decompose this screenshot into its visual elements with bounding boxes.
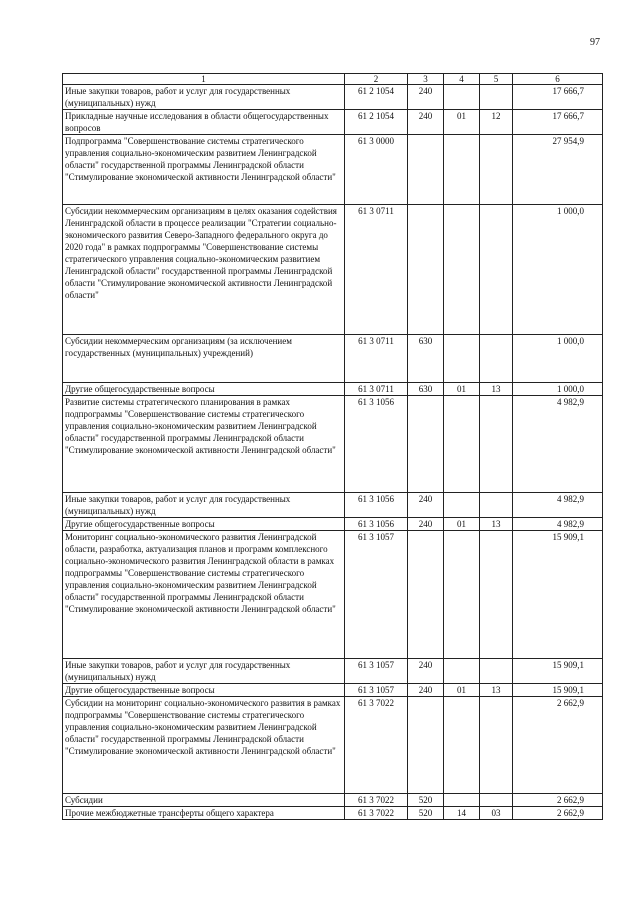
- description-cell: Другие общегосударственные вопросы: [63, 383, 345, 396]
- column-header: 6: [513, 74, 603, 85]
- amount-cell: 1 000,0: [513, 335, 603, 383]
- section-cell: [444, 659, 480, 684]
- target-article-cell: 61 3 0711: [345, 383, 408, 396]
- amount-cell: 4 982,9: [513, 493, 603, 518]
- page-number: 97: [590, 37, 600, 48]
- table-row: [63, 396, 603, 493]
- description-cell: Другие общегосударственные вопросы: [63, 684, 345, 697]
- amount-cell: 2 662,9: [513, 807, 603, 820]
- section-cell: [444, 493, 480, 518]
- amount-cell: 17 666,7: [513, 110, 603, 135]
- description-cell: Другие общегосударственные вопросы: [63, 518, 345, 531]
- expense-type-cell: [408, 205, 444, 335]
- description-cell: Иные закупки товаров, работ и услуг для государственных (муниципальных) нужд: [63, 659, 345, 684]
- subsection-cell: 13: [480, 684, 513, 697]
- expense-type-cell: 240: [408, 518, 444, 531]
- expense-type-cell: 240: [408, 659, 444, 684]
- subsection-cell: [480, 135, 513, 205]
- subsection-cell: [480, 85, 513, 110]
- subsection-cell: 13: [480, 383, 513, 396]
- amount-cell: 1 000,0: [513, 383, 603, 396]
- expense-type-cell: 630: [408, 383, 444, 396]
- section-cell: [444, 531, 480, 659]
- section-cell: [444, 794, 480, 807]
- amount-cell: 4 982,9: [513, 396, 603, 493]
- expense-type-cell: 520: [408, 794, 444, 807]
- section-cell: [444, 396, 480, 493]
- amount-cell: 15 909,1: [513, 531, 603, 659]
- target-article-cell: 61 3 1056: [345, 493, 408, 518]
- description-cell: Иные закупки товаров, работ и услуг для государственных (муниципальных) нужд: [63, 85, 345, 110]
- table-row: [63, 335, 603, 383]
- amount-cell: 2 662,9: [513, 794, 603, 807]
- column-header: 2: [345, 74, 408, 85]
- description-cell: Субсидии: [63, 794, 345, 807]
- target-article-cell: 61 3 1056: [345, 396, 408, 493]
- expense-type-cell: 240: [408, 493, 444, 518]
- target-article-cell: 61 3 7022: [345, 697, 408, 794]
- table-row: [63, 493, 603, 518]
- expense-type-cell: 240: [408, 85, 444, 110]
- amount-cell: 15 909,1: [513, 684, 603, 697]
- expense-type-cell: 630: [408, 335, 444, 383]
- amount-cell: 27 954,9: [513, 135, 603, 205]
- expense-type-cell: [408, 396, 444, 493]
- description-cell: Иные закупки товаров, работ и услуг для государственных (муниципальных) нужд: [63, 493, 345, 518]
- column-header: 1: [63, 74, 345, 85]
- section-cell: 01: [444, 383, 480, 396]
- description-cell: Субсидии некоммерческим организациям (за исключением государственных (муниципальных) учреждений): [63, 335, 345, 383]
- expense-type-cell: 240: [408, 684, 444, 697]
- section-cell: 14: [444, 807, 480, 820]
- target-article-cell: 61 3 1057: [345, 659, 408, 684]
- table-row: [63, 110, 603, 135]
- column-header: 5: [480, 74, 513, 85]
- subsection-cell: [480, 794, 513, 807]
- section-cell: [444, 335, 480, 383]
- subsection-cell: [480, 531, 513, 659]
- expense-type-cell: 520: [408, 807, 444, 820]
- table-body: [63, 85, 603, 820]
- budget-table: [62, 73, 603, 820]
- table-row: [63, 205, 603, 335]
- column-header: 3: [408, 74, 444, 85]
- subsection-cell: [480, 396, 513, 493]
- amount-cell: 1 000,0: [513, 205, 603, 335]
- target-article-cell: 61 3 7022: [345, 794, 408, 807]
- expense-type-cell: [408, 697, 444, 794]
- description-cell: Прочие межбюджетные трансферты общего характера: [63, 807, 345, 820]
- target-article-cell: 61 3 1057: [345, 684, 408, 697]
- table-row: [63, 794, 603, 807]
- subsection-cell: [480, 493, 513, 518]
- amount-cell: 15 909,1: [513, 659, 603, 684]
- description-cell: Прикладные научные исследования в области общегосударственных вопросов: [63, 110, 345, 135]
- section-cell: [444, 135, 480, 205]
- description-cell: Развитие системы стратегического планирования в рамках подпрограммы "Совершенствование системы стратегического управления социально-экономическим развитием Ленинградской области" государственной программы Ленинградской области "Стимулирование экономической активности Ленинградской области": [63, 396, 345, 493]
- header-row: [63, 74, 603, 85]
- amount-cell: 4 982,9: [513, 518, 603, 531]
- section-cell: 01: [444, 684, 480, 697]
- description-cell: Субсидии некоммерческим организациям в целях оказания содействия Ленинградской области в процессе реализации "Стратегии социально-экономического развития Северо-Западного федерального округа до 2020 года" в рамках подпрограммы "Совершенствование системы стратегического управления социально-экономическим развитием Ленинградской области" государственной программы Ленинградской области "Стимулирование экономической активности Ленинградской области": [63, 205, 345, 335]
- amount-cell: 2 662,9: [513, 697, 603, 794]
- description-cell: Подпрограмма "Совершенствование системы стратегического управления социально-экономическим развитием Ленинградской области" государственной программы Ленинградской области "Стимулирование экономической активности Ленинградской области": [63, 135, 345, 205]
- subsection-cell: [480, 659, 513, 684]
- subsection-cell: 13: [480, 518, 513, 531]
- section-cell: 01: [444, 518, 480, 531]
- expense-type-cell: 240: [408, 110, 444, 135]
- table-row: [63, 383, 603, 396]
- amount-cell: 17 666,7: [513, 85, 603, 110]
- target-article-cell: 61 3 1056: [345, 518, 408, 531]
- table-row: [63, 85, 603, 110]
- section-cell: 01: [444, 110, 480, 135]
- target-article-cell: 61 3 0711: [345, 205, 408, 335]
- table-row: [63, 684, 603, 697]
- target-article-cell: 61 3 1057: [345, 531, 408, 659]
- table-row: [63, 807, 603, 820]
- table-row: [63, 135, 603, 205]
- section-cell: [444, 205, 480, 335]
- subsection-cell: [480, 205, 513, 335]
- column-header: 4: [444, 74, 480, 85]
- target-article-cell: 61 3 0711: [345, 335, 408, 383]
- subsection-cell: [480, 697, 513, 794]
- subsection-cell: 03: [480, 807, 513, 820]
- section-cell: [444, 85, 480, 110]
- description-cell: Мониторинг социально-экономического развития Ленинградской области, разработка, актуализация планов и программ комплексного социально-экономического развития Ленинградской области в рамках подпрограммы "Совершенствование системы стратегического управления социально-экономическим развитием Ленинградской области" государственной программы Ленинградской области "Стимулирование экономической активности Ленинградской области": [63, 531, 345, 659]
- target-article-cell: 61 3 0000: [345, 135, 408, 205]
- target-article-cell: 61 3 7022: [345, 807, 408, 820]
- description-cell: Субсидии на мониторинг социально-экономического развития в рамках подпрограммы "Совершенствование системы стратегического управления социально-экономическим развитием Ленинградской области" государственной программы Ленинградской области "Стимулирование экономической активности Ленинградской области": [63, 697, 345, 794]
- target-article-cell: 61 2 1054: [345, 110, 408, 135]
- expense-type-cell: [408, 135, 444, 205]
- table-row: [63, 518, 603, 531]
- subsection-cell: [480, 335, 513, 383]
- table-row: [63, 659, 603, 684]
- table-row: [63, 531, 603, 659]
- target-article-cell: 61 2 1054: [345, 85, 408, 110]
- subsection-cell: 12: [480, 110, 513, 135]
- expense-type-cell: [408, 531, 444, 659]
- section-cell: [444, 697, 480, 794]
- table-row: [63, 697, 603, 794]
